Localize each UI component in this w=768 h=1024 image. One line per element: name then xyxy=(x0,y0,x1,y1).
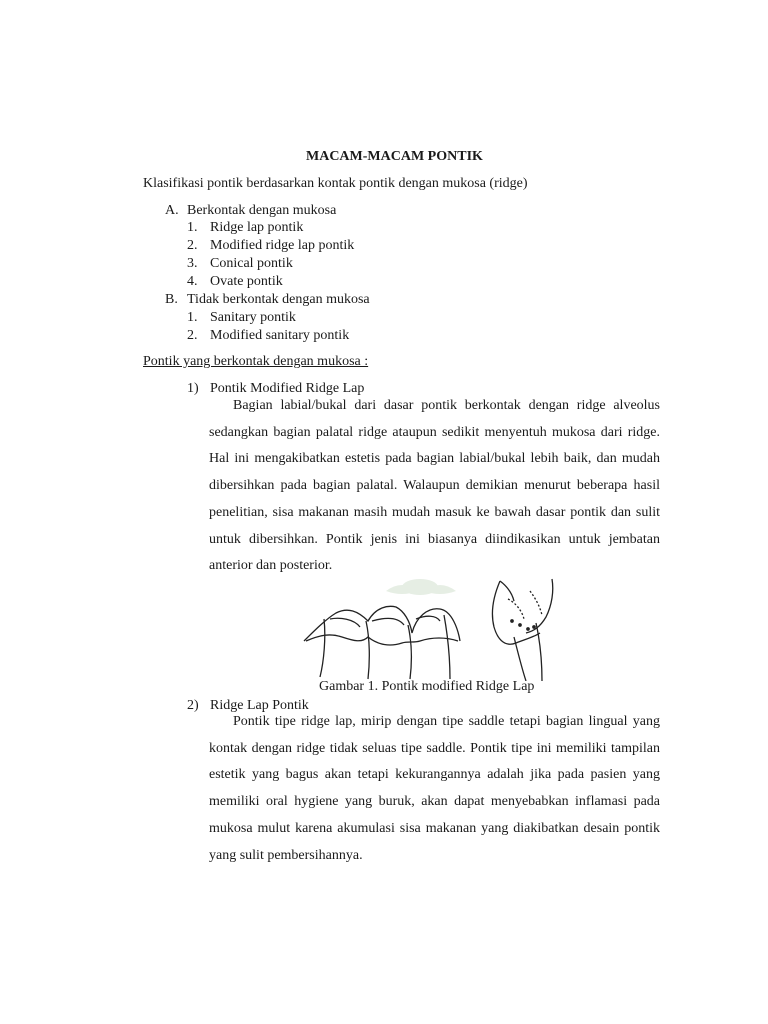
class-b-marker: B. xyxy=(165,292,178,307)
list-item-number: 3. xyxy=(187,256,198,271)
section-1-marker: 1) xyxy=(187,381,199,396)
section-heading: Pontik yang berkontak dengan mukosa : xyxy=(143,354,369,369)
list-item-number: 2. xyxy=(187,328,198,343)
section-2-paragraph: Pontik tipe ridge lap, mirip dengan tipe saddle tetapi bagian lingual yang kontak dengan ridge tidak seluas tipe saddle. Pontik tipe ini memiliki tampilan estetik yang bagus akan tetapi kekurangannya adalah jika pada pasien yang memiliki oral hygiene yang buruk, akan dapat menyebabkan inflamasi pada mukosa mulut karena akumulasi sisa makanan yang diakibatkan desain pontik yang sulit pembersihannya. xyxy=(209,714,660,863)
list-item-number: 1. xyxy=(187,220,198,235)
class-b-label: Tidak berkontak dengan mukosa xyxy=(187,292,370,307)
list-item: Modified ridge lap pontik xyxy=(210,238,355,253)
list-item-number: 4. xyxy=(187,274,198,289)
list-item: Modified sanitary pontik xyxy=(210,328,350,343)
pontik-crowns-drawing xyxy=(304,606,460,679)
section-1-heading: Pontik Modified Ridge Lap xyxy=(210,381,365,396)
pontik-illustration xyxy=(290,577,570,681)
list-item: Sanitary pontik xyxy=(210,310,296,325)
section-1-paragraph: Bagian labial/bukal dari dasar pontik berkontak dengan ridge alveolus sedangkan bagian palatal ridge ataupun sedikit menyentuh mukosa dari ridge. Hal ini mengakibatkan estetis pada bagian labial/bukal lebih baik, dan mudah dibersihkan pada bagian palatal. Walaupun demikian menurut beberapa hasil penelitian, sisa makanan masih mudah masuk ke bawah dasar pontik dan sulit untuk dibersihkan. Pontik jenis ini biasanya diindikasikan untuk jembatan anterior dan posterior. xyxy=(209,398,660,574)
figure-caption: Gambar 1. Pontik modified Ridge Lap xyxy=(319,679,535,694)
figure-pontik-modified-ridge-lap xyxy=(290,577,570,681)
list-item: Ridge lap pontik xyxy=(210,220,304,235)
class-a-label: Berkontak dengan mukosa xyxy=(187,203,337,218)
list-item: Ovate pontik xyxy=(210,274,283,289)
list-item-number: 1. xyxy=(187,310,198,325)
section-2-marker: 2) xyxy=(187,698,199,713)
intro-text: Klasifikasi pontik berdasarkan kontak pontik dengan mukosa (ridge) xyxy=(143,176,528,191)
cross-section-drawing xyxy=(492,579,552,681)
class-a-marker: A. xyxy=(165,203,179,218)
watermark-emblem xyxy=(386,579,456,595)
page-title: MACAM-MACAM PONTIK xyxy=(306,149,483,164)
list-item-number: 2. xyxy=(187,238,198,253)
section-2-heading: Ridge Lap Pontik xyxy=(210,698,309,713)
list-item: Conical pontik xyxy=(210,256,293,271)
